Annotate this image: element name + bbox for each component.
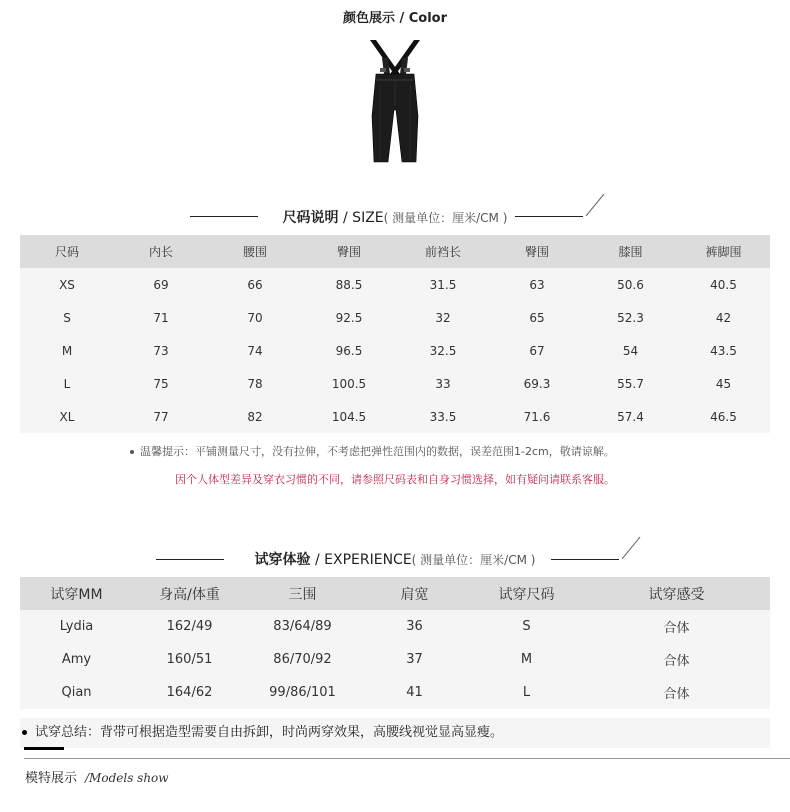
size-cell: S [63,310,71,325]
exp-cell: L [522,685,531,700]
size-cell: 33 [435,376,451,391]
size-cell: L [63,376,71,391]
size-cell: 54 [622,343,639,358]
exp-cell: 合体 [663,621,690,636]
experience-table-row [20,610,770,643]
exp-header-cell: 三围 [246,577,359,610]
size-cell: 55.7 [617,376,644,391]
bullet-icon [130,450,134,454]
size-table-row [20,367,770,400]
exp-header-cell: 试穿感受 [583,577,770,610]
size-cell: XS [59,277,75,292]
models-divider [24,758,790,759]
size-cell: 70 [247,310,263,325]
exp-cell: 164/62 [166,685,213,700]
size-warning: 因个人体型差异及穿衣习惯的不同，请参照尺码表和自身习惯选择，如有疑问请联系客服。 [175,473,615,486]
size-header-cell: 前裆长 [396,235,490,268]
size-cell: 69.3 [523,376,551,391]
size-cell: M [61,343,73,358]
size-cell: 92.5 [335,310,363,325]
models-title-en: /Models show [85,771,169,785]
size-header-cell: 腰围 [208,235,302,268]
size-note [130,443,615,459]
size-header-cell: 臀围 [302,235,396,268]
exp-cell: 86/70/92 [273,652,332,667]
color-section-title: 颜色展示 / Color [342,11,448,26]
size-cell: 31.5 [429,277,457,292]
experience-summary-text: 试穿总结：背带可根据造型需要自由拆卸，时尚两穿效果，高腰线视觉显高显瘦。 [35,725,504,740]
exp-cell: 160/51 [166,652,213,667]
size-cell: 78 [247,376,263,391]
size-title-en: / SIZE [338,210,384,226]
size-cell: 45 [715,376,732,391]
size-cell: 82 [247,409,263,424]
exp-cell: 36 [406,619,423,634]
size-cell: 69 [153,277,169,292]
size-cell: 88.5 [335,277,363,292]
exp-title-unit: ( 测量单位：厘米/CM ) [411,553,536,567]
size-cell: 57.4 [617,409,644,424]
exp-header-cell: 试穿MM [20,577,133,610]
size-note-text: 温馨提示：平铺测量尺寸，没有拉伸，不考虑把弹性范围内的数据，误差范围1-2cm，敬请谅解。 [140,445,615,458]
experience-section-title [0,549,790,569]
bullet-icon [22,730,27,735]
size-cell: 96.5 [335,343,363,358]
size-cell: 33.5 [429,409,457,424]
size-title-unit: ( 测量单位：厘米/CM ) [383,211,508,225]
size-table-row [20,268,770,301]
experience-table-row [20,643,770,676]
exp-cell: S [522,619,531,634]
size-cell: 77 [153,409,169,424]
size-cell: 63 [529,277,545,292]
size-header-cell: 内长 [114,235,208,268]
exp-cell: Qian [61,685,92,700]
size-table-row [20,400,770,433]
experience-table-row [20,676,770,709]
size-cell: 50.6 [617,277,644,292]
size-header-cell: 臀围 [490,235,584,268]
product-image [360,40,430,166]
size-table [20,235,770,433]
exp-header-cell: 身高/体重 [133,577,246,610]
size-cell: 67 [529,343,545,358]
exp-cell: M [520,652,533,667]
size-cell: 75 [153,376,169,391]
size-cell: 65 [529,310,545,325]
exp-title-zh: 试穿体验 [254,552,311,568]
exp-cell: 合体 [663,687,690,702]
size-table-row [20,334,770,367]
exp-title-en: / EXPERIENCE [310,552,412,568]
models-accent-bar [24,747,64,750]
size-cell: 74 [247,343,263,358]
size-cell: 66 [247,277,263,292]
experience-summary [22,721,503,740]
exp-cell: 162/49 [166,619,213,634]
models-title-zh: 模特展示 [25,771,78,786]
size-cell: 43.5 [710,343,737,358]
size-cell: 73 [153,343,169,358]
experience-table-header [20,577,770,610]
exp-cell: 99/86/101 [269,685,336,700]
size-table-header [20,235,770,268]
size-cell: 71.6 [523,409,551,424]
size-cell: 46.5 [710,409,737,424]
experience-table [20,577,770,709]
size-cell: 104.5 [331,409,367,424]
size-title-zh: 尺码说明 [282,210,339,226]
models-section-title [25,767,169,786]
size-cell: XL [59,409,75,424]
size-cell: 40.5 [710,277,737,292]
size-cell: 42 [715,310,732,325]
exp-header-cell: 肩宽 [359,577,470,610]
exp-cell: Lydia [59,619,94,634]
size-table-row [20,301,770,334]
exp-cell: 合体 [663,654,690,669]
exp-cell: 41 [406,685,423,700]
size-cell: 32.5 [429,343,457,358]
size-cell: 100.5 [331,376,367,391]
exp-cell: Amy [61,652,92,667]
size-cell: 71 [153,310,169,325]
size-cell: 52.3 [617,310,644,325]
exp-header-cell: 试穿尺码 [470,577,583,610]
size-header-cell: 尺码 [20,235,114,268]
size-cell: 32 [435,310,451,325]
size-header-cell: 膝围 [584,235,677,268]
exp-cell: 83/64/89 [273,619,332,634]
size-header-cell: 裤脚围 [677,235,770,268]
size-section-title [0,207,790,227]
exp-cell: 37 [406,652,423,667]
suspender-straps [370,40,420,74]
